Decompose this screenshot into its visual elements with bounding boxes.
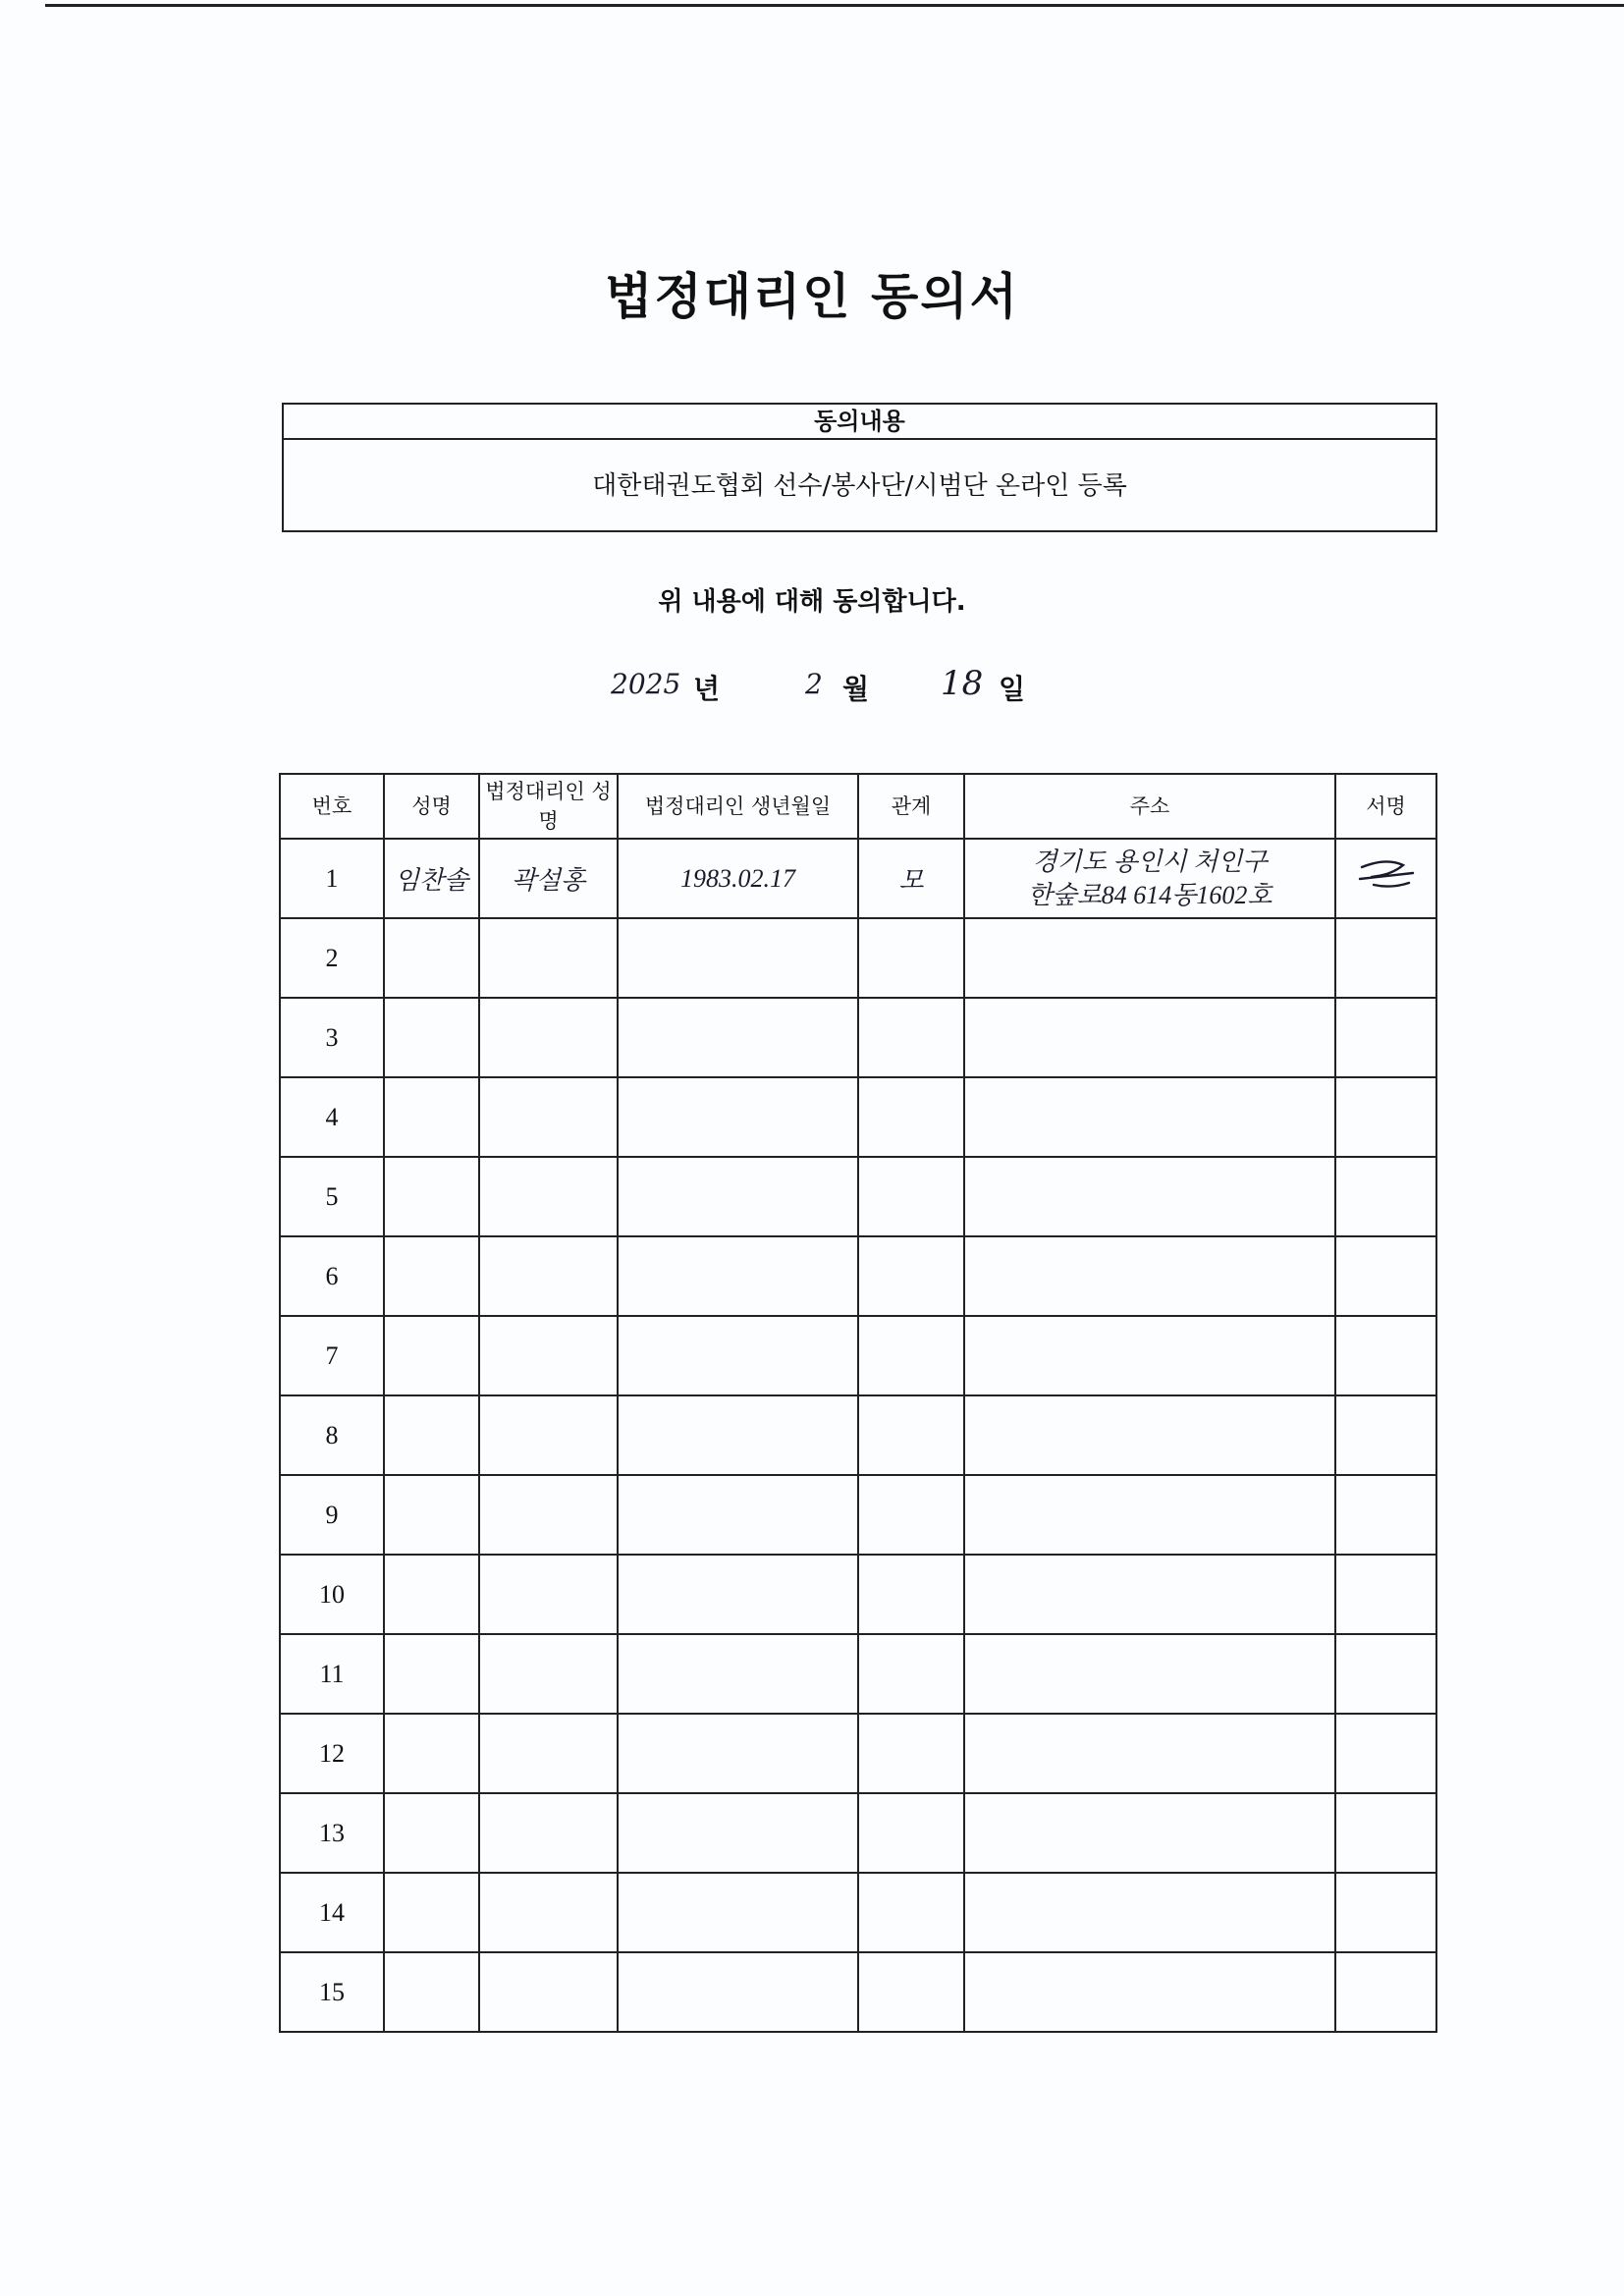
cell-signature: [1335, 1714, 1436, 1793]
cell-relation: [858, 1077, 964, 1157]
table-row: [280, 1634, 1436, 1714]
cell-guardian-birth: [618, 1236, 858, 1316]
header-address: 주소: [964, 774, 1335, 839]
cell-name: [384, 918, 479, 998]
cell-address: [964, 1793, 1335, 1873]
cell-guardian-birth: [618, 998, 858, 1077]
cell-relation: [858, 1157, 964, 1236]
table-row: [280, 1475, 1436, 1555]
cell-guardian-name: [479, 1555, 618, 1634]
header-signature: 서명: [1335, 774, 1436, 839]
cell-address: [964, 1236, 1335, 1316]
cell-guardian-birth: [618, 1475, 858, 1555]
cell-relation: [858, 1395, 964, 1475]
cell-address: [964, 1555, 1335, 1634]
consent-header: 동의내용: [284, 405, 1435, 440]
cell-guardian-name: [479, 1236, 618, 1316]
row-number: 3: [280, 998, 384, 1077]
table-row: [280, 1952, 1436, 2032]
cell-address: [964, 918, 1335, 998]
cell-relation: [858, 1236, 964, 1316]
row-number: 10: [280, 1555, 384, 1634]
cell-guardian-birth: [618, 1634, 858, 1714]
cell-relation: [858, 998, 964, 1077]
date-year-label: 년: [693, 673, 721, 705]
row-number: 2: [280, 918, 384, 998]
signature-mark: [1352, 855, 1421, 895]
date-day: 18: [941, 664, 984, 703]
cell-guardian-birth: [618, 918, 858, 998]
cell-relation: [858, 1634, 964, 1714]
table-row: [280, 998, 1436, 1077]
header-guardian-birth: 법정대리인 생년월일: [618, 774, 858, 839]
table-row: [280, 839, 1436, 918]
cell-signature: [1335, 1555, 1436, 1634]
cell-name: [384, 998, 479, 1077]
date-month: 2: [805, 668, 823, 700]
address-line-2: 한숲로84 614동1602호: [1027, 880, 1272, 909]
cell-relation: [858, 1793, 964, 1873]
cell-address: [964, 1157, 1335, 1236]
cell-signature: [1335, 1395, 1436, 1475]
cell-guardian-name: [479, 1873, 618, 1952]
cell-guardian-birth: [618, 1555, 858, 1634]
row-number: 4: [280, 1077, 384, 1157]
cell-address: [964, 998, 1335, 1077]
cell-signature: [1335, 1873, 1436, 1952]
cell-address: [964, 1634, 1335, 1714]
cell-guardian-birth: [618, 1873, 858, 1952]
cell-address: [964, 1873, 1335, 1952]
table-row: [280, 1793, 1436, 1873]
cell-signature: [1335, 1634, 1436, 1714]
cell-name: [384, 1395, 479, 1475]
cell-guardian-birth: [618, 1316, 858, 1395]
cell-guardian-name: [479, 1793, 618, 1873]
table-row: [280, 918, 1436, 998]
cell-signature: [1335, 1236, 1436, 1316]
cell-address: [964, 1714, 1335, 1793]
row-number: 13: [280, 1793, 384, 1873]
date-month-label: 월: [842, 673, 870, 705]
cell-signature: [1335, 998, 1436, 1077]
cell-relation: [858, 1475, 964, 1555]
header-no: 번호: [280, 774, 384, 839]
cell-name: [384, 1475, 479, 1555]
row-number: 1: [280, 839, 384, 918]
cell-guardian-birth: 1983.02.17: [618, 839, 858, 918]
guardian-table: [279, 773, 1437, 2033]
header-relation: 관계: [858, 774, 964, 839]
cell-guardian-birth: [618, 1157, 858, 1236]
cell-guardian-name: [479, 1157, 618, 1236]
cell-guardian-name: [479, 1634, 618, 1714]
cell-address: [964, 1316, 1335, 1395]
cell-name: [384, 1555, 479, 1634]
row-number: 15: [280, 1952, 384, 2032]
cell-relation: [858, 1952, 964, 2032]
cell-signature: [1335, 1793, 1436, 1873]
cell-guardian-birth: [618, 1793, 858, 1873]
cell-guardian-name: [479, 998, 618, 1077]
row-number: 9: [280, 1475, 384, 1555]
row-number: 14: [280, 1873, 384, 1952]
page-title: 법정대리인 동의서: [605, 268, 1019, 325]
cell-address: [964, 1475, 1335, 1555]
date-year: 2025: [611, 668, 681, 700]
table-row: [280, 1077, 1436, 1157]
cell-signature: [1335, 1952, 1436, 2032]
row-number: 8: [280, 1395, 384, 1475]
cell-guardian-birth: [618, 1395, 858, 1475]
cell-guardian-name: [479, 1316, 618, 1395]
cell-name: [384, 1873, 479, 1952]
cell-address: [964, 1952, 1335, 2032]
cell-guardian-birth: [618, 1952, 858, 2032]
cell-name: 임찬솔: [384, 839, 479, 918]
cell-address: [964, 1077, 1335, 1157]
cell-address: [964, 839, 1335, 918]
cell-signature: [1335, 839, 1436, 918]
cell-guardian-birth: [618, 1077, 858, 1157]
cell-signature: [1335, 918, 1436, 998]
cell-guardian-name: [479, 1714, 618, 1793]
row-number: 5: [280, 1157, 384, 1236]
cell-relation: [858, 1873, 964, 1952]
cell-guardian-name: [479, 1077, 618, 1157]
address-line-1: 경기도 용인시 처인구: [1032, 847, 1268, 876]
cell-name: [384, 1793, 479, 1873]
consent-box: [282, 403, 1437, 532]
cell-address: [964, 1395, 1335, 1475]
table-row: [280, 1157, 1436, 1236]
cell-name: [384, 1236, 479, 1316]
table-header-row: [280, 774, 1436, 839]
cell-name: [384, 1634, 479, 1714]
cell-relation: [858, 918, 964, 998]
agreement-statement: 위 내용에 대해 동의합니다.: [658, 587, 966, 617]
cell-relation: [858, 1714, 964, 1793]
cell-relation: [858, 1316, 964, 1395]
row-number: 6: [280, 1236, 384, 1316]
header-name: 성명: [384, 774, 479, 839]
cell-guardian-name: [479, 918, 618, 998]
cell-guardian-name: [479, 1952, 618, 2032]
cell-guardian-birth: [618, 1714, 858, 1793]
cell-name: [384, 1952, 479, 2032]
top-border-line: [45, 4, 1624, 7]
cell-name: [384, 1316, 479, 1395]
cell-signature: [1335, 1157, 1436, 1236]
cell-signature: [1335, 1475, 1436, 1555]
date-day-label: 일: [999, 673, 1026, 705]
table-row: [280, 1873, 1436, 1952]
row-number: 12: [280, 1714, 384, 1793]
row-number: 11: [280, 1634, 384, 1714]
cell-guardian-name: [479, 1395, 618, 1475]
cell-name: [384, 1157, 479, 1236]
cell-name: [384, 1714, 479, 1793]
cell-guardian-name: 곽설홍: [479, 839, 618, 918]
row-number: 7: [280, 1316, 384, 1395]
header-guardian-name: 법정대리인 성명: [479, 774, 618, 839]
consent-content: 대한태권도협회 선수/봉사단/시범단 온라인 등록: [592, 471, 1127, 501]
table-row: [280, 1236, 1436, 1316]
cell-signature: [1335, 1316, 1436, 1395]
table-row: [280, 1316, 1436, 1395]
table-row: [280, 1555, 1436, 1634]
cell-relation: [858, 1555, 964, 1634]
table-row: [280, 1714, 1436, 1793]
cell-signature: [1335, 1077, 1436, 1157]
cell-relation: 모: [858, 839, 964, 918]
cell-guardian-name: [479, 1475, 618, 1555]
cell-name: [384, 1077, 479, 1157]
table-row: [280, 1395, 1436, 1475]
